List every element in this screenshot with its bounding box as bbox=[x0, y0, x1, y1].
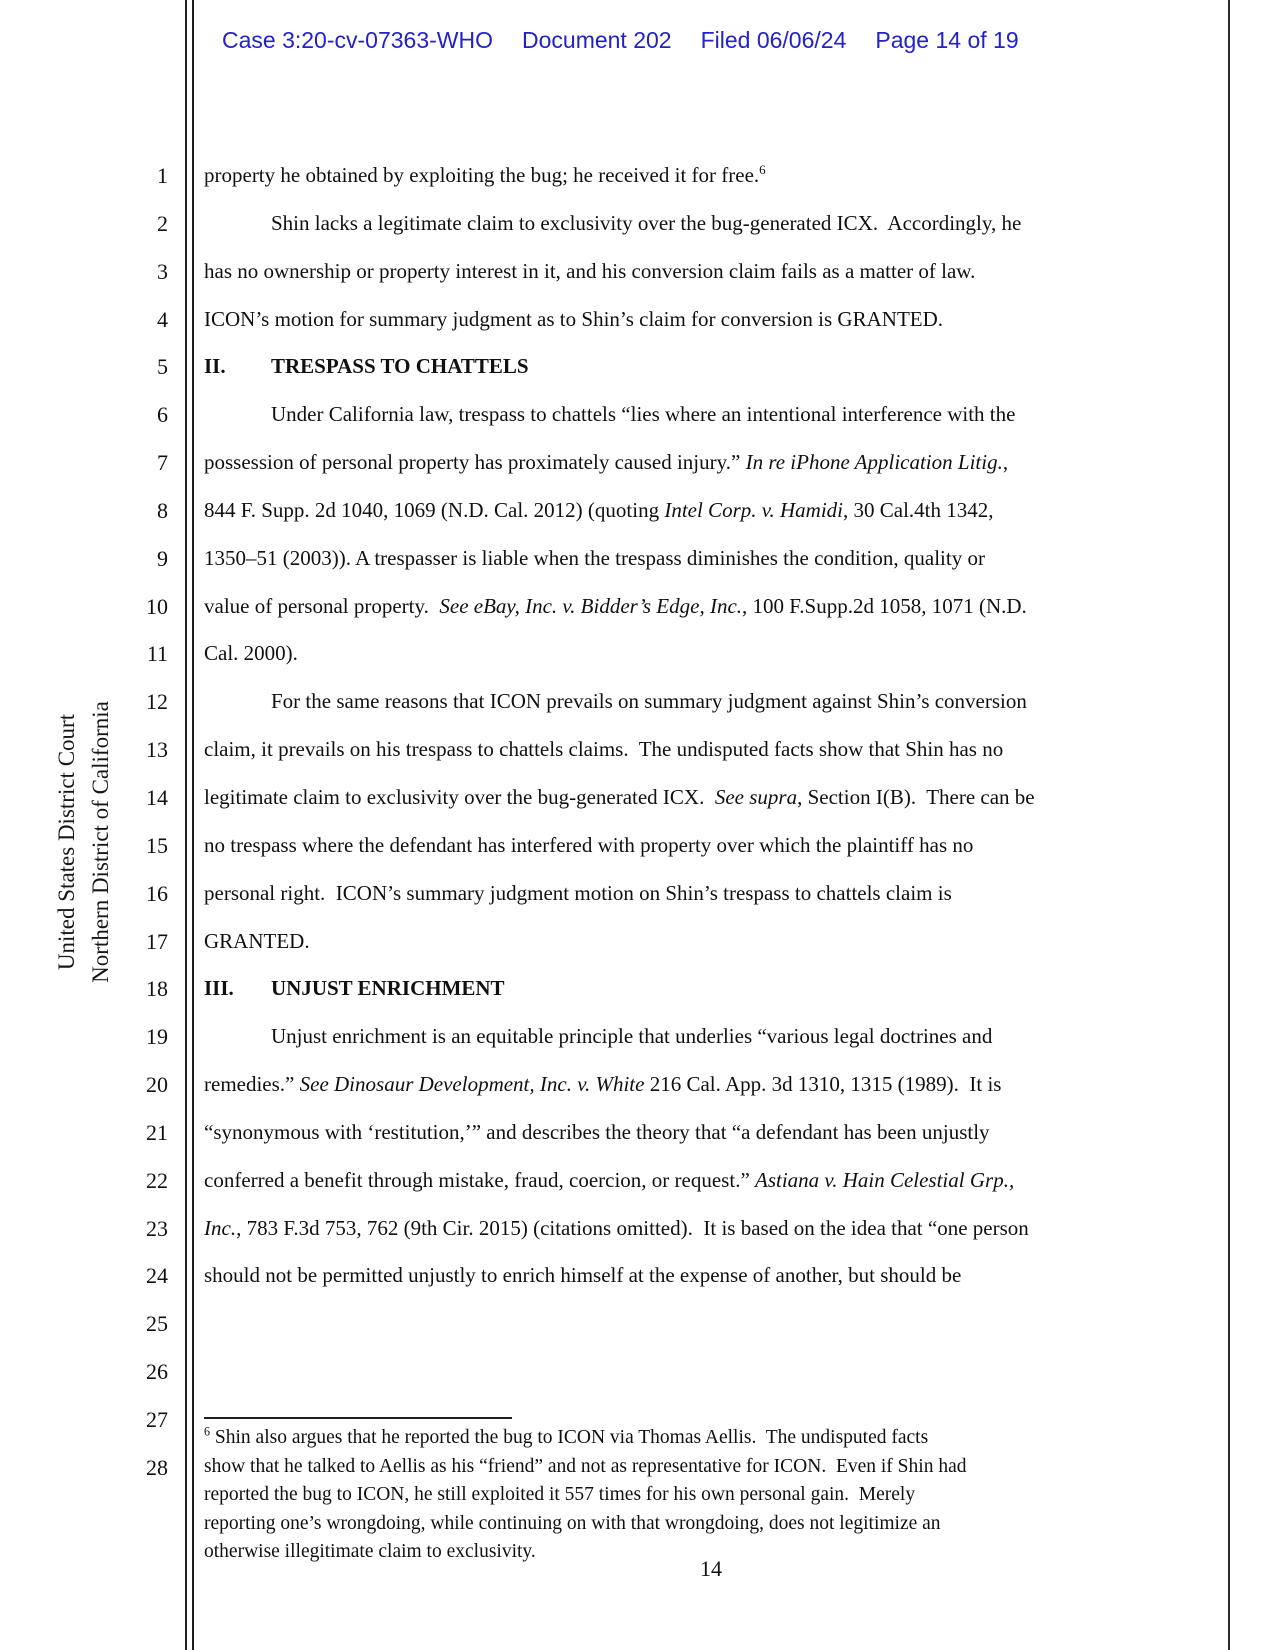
line-number: 20 bbox=[146, 1072, 168, 1098]
line-number: 9 bbox=[157, 545, 168, 571]
line-number: 21 bbox=[146, 1119, 168, 1145]
line-number: 13 bbox=[146, 737, 168, 763]
line-number: 1 bbox=[157, 163, 168, 188]
footnote-reference: 6 bbox=[204, 1424, 211, 1439]
text-run: , 30 Cal.4th 1342, bbox=[843, 497, 994, 522]
stamp-document-number: Document 202 bbox=[522, 27, 672, 53]
text-run: possession of personal property has proximately caused injury.” bbox=[204, 450, 746, 475]
text-run: For the same reasons that ICON prevails on summary judgment against Shin’s conversion bbox=[271, 689, 1027, 714]
footnote-reference: 6 bbox=[759, 162, 766, 177]
text-run: GRANTED. bbox=[204, 928, 310, 953]
line-number: 15 bbox=[146, 832, 168, 858]
body-line bbox=[204, 918, 1184, 966]
line-number: 14 bbox=[146, 784, 168, 810]
line-number: 19 bbox=[146, 1024, 168, 1050]
text-run: , Section I(B). There can be bbox=[797, 784, 1035, 809]
line-number: 7 bbox=[157, 450, 168, 476]
text-run: otherwise illegitimate claim to exclusivity. bbox=[204, 1541, 536, 1563]
text-run: 216 Cal. App. 3d 1310, 1315 (1989). It is bbox=[644, 1072, 1002, 1097]
text-run: Under California law, trespass to chattels “lies where an intentional interference with the bbox=[271, 402, 1016, 427]
body-line bbox=[204, 583, 1184, 631]
section-heading bbox=[204, 343, 1184, 391]
line-number: 12 bbox=[146, 689, 168, 715]
footnote-separator bbox=[204, 1417, 512, 1419]
footnote-line bbox=[204, 1453, 1162, 1482]
line-number: 24 bbox=[146, 1263, 168, 1289]
line-number: 18 bbox=[146, 976, 168, 1002]
stamp-case-number: Case 3:20-cv-07363-WHO bbox=[222, 27, 493, 53]
body-line bbox=[204, 1252, 1184, 1300]
section-heading bbox=[204, 965, 1184, 1013]
line-number: 10 bbox=[146, 593, 168, 619]
line-number: 26 bbox=[146, 1359, 168, 1385]
body-line bbox=[204, 1205, 1184, 1253]
citation-italic: Astiana v. Hain Celestial Grp., bbox=[755, 1167, 1015, 1192]
text-run: reported the bug to ICON, he still exploited it 557 times for his own personal gain. Merely bbox=[204, 1484, 916, 1506]
line-number: 28 bbox=[146, 1454, 168, 1480]
left-margin-double-rule bbox=[185, 0, 194, 1650]
text-run: remedies.” bbox=[204, 1072, 300, 1097]
citation-italic: Intel Corp. v. Hamidi bbox=[664, 497, 844, 522]
text-run: , 100 F.Supp.2d 1058, 1071 (N.D. bbox=[742, 593, 1027, 618]
body-line bbox=[204, 439, 1184, 487]
body-line bbox=[204, 1109, 1184, 1157]
citation-italic: See eBay, Inc. v. Bidder’s Edge, Inc. bbox=[439, 593, 743, 618]
body-lines bbox=[204, 152, 1184, 1492]
text-run: legitimate claim to exclusivity over the bug-generated ICX. bbox=[204, 784, 715, 809]
heading-title: TRESPASS TO CHATTELS bbox=[271, 354, 529, 379]
text-run: should not be permitted unjustly to enrich himself at the expense of another, but should be bbox=[204, 1263, 962, 1288]
line-number: 6 bbox=[157, 402, 168, 428]
text-run: value of personal property. bbox=[204, 593, 440, 618]
text-run: reporting one’s wrongdoing, while continuing on with that wrongdoing, does not legitimize an bbox=[204, 1512, 941, 1534]
body-line bbox=[204, 200, 1184, 248]
text-run: has no ownership or property interest in it, and his conversion claim fails as a matter of law. bbox=[204, 258, 976, 283]
text-run: no trespass where the defendant has interfered with property over which the plaintiff has no bbox=[204, 832, 974, 857]
body-line bbox=[204, 1061, 1184, 1109]
text-run: show that he talked to Aellis as his “friend” and not as representative for ICON. Even if Shin had bbox=[204, 1455, 967, 1477]
body-line bbox=[204, 1013, 1184, 1061]
line-number-column bbox=[0, 152, 168, 1492]
court-name-line2: Northern District of California bbox=[88, 701, 113, 983]
stamp-filed-date: Filed 06/06/24 bbox=[700, 27, 847, 53]
body-line bbox=[204, 535, 1184, 583]
ecf-stamp-header bbox=[222, 27, 1019, 54]
line-number: 25 bbox=[146, 1311, 168, 1337]
body-line bbox=[204, 1348, 1184, 1396]
text-run: Shin lacks a legitimate claim to exclusivity over the bug-generated ICX. Accordingly, he bbox=[271, 210, 1022, 235]
footnote-line bbox=[204, 1424, 1162, 1453]
body-line bbox=[204, 391, 1184, 439]
text-run: Unjust enrichment is an equitable principle that underlies “various legal doctrines and bbox=[271, 1024, 993, 1049]
body-line bbox=[204, 152, 1184, 200]
text-run: , 783 F.3d 753, 762 (9th Cir. 2015) (citations omitted). It is based on the idea that “one person bbox=[236, 1215, 1029, 1240]
text-run: claim, it prevails on his trespass to chattels claims. The undisputed facts show that Shin has no bbox=[204, 737, 1004, 762]
text-run: 844 F. Supp. 2d 1040, 1069 (N.D. Cal. 2012) (quoting bbox=[204, 497, 665, 522]
text-run: personal right. ICON’s summary judgment motion on Shin’s trespass to chattels claim is bbox=[204, 880, 952, 905]
line-number: 3 bbox=[157, 258, 168, 284]
line-number: 23 bbox=[146, 1215, 168, 1241]
body-line bbox=[204, 487, 1184, 535]
body-line bbox=[204, 630, 1184, 678]
text-run: Cal. 2000). bbox=[204, 641, 298, 666]
right-margin-rule bbox=[1228, 0, 1230, 1650]
heading-title: UNJUST ENRICHMENT bbox=[271, 976, 505, 1001]
footnote-line bbox=[204, 1481, 1162, 1510]
body-line bbox=[204, 774, 1184, 822]
line-number: 2 bbox=[157, 210, 168, 236]
body-line bbox=[204, 1300, 1184, 1348]
text-run: 1350–51 (2003)). A trespasser is liable when the trespass diminishes the condition, quality or bbox=[204, 545, 985, 570]
body-line bbox=[204, 870, 1184, 918]
body-line bbox=[204, 726, 1184, 774]
text-run: property he obtained by exploiting the bug; he received it for free. bbox=[204, 163, 760, 187]
text-run: “synonymous with ‘restitution,’” and describes the theory that “a defendant has been unjustly bbox=[204, 1119, 990, 1144]
citation-italic: Inc. bbox=[204, 1215, 237, 1240]
line-number: 27 bbox=[146, 1406, 168, 1432]
line-number: 5 bbox=[157, 354, 168, 380]
line-number: 8 bbox=[157, 497, 168, 523]
body-line bbox=[204, 678, 1184, 726]
stamp-page-of: Page 14 of 19 bbox=[875, 27, 1019, 53]
footnote-line bbox=[204, 1510, 1162, 1539]
line-number: 17 bbox=[146, 928, 168, 954]
body-line bbox=[204, 248, 1184, 296]
line-number: 22 bbox=[146, 1167, 168, 1193]
body-line bbox=[204, 296, 1184, 344]
citation-italic: See supra bbox=[714, 784, 798, 809]
heading-numeral: II. bbox=[204, 354, 226, 379]
text-run: ICON’s motion for summary judgment as to Shin’s claim for conversion is GRANTED. bbox=[204, 306, 944, 331]
footnote bbox=[204, 1424, 1162, 1567]
court-name-line1: United States District Court bbox=[54, 713, 79, 971]
text-run: conferred a benefit through mistake, fraud, coercion, or request.” bbox=[204, 1167, 756, 1192]
text-run: Shin also argues that he reported the bug to ICON via Thomas Aellis. The undisputed facts bbox=[210, 1427, 929, 1448]
body-line bbox=[204, 1157, 1184, 1205]
heading-numeral: III. bbox=[204, 976, 234, 1001]
line-number: 16 bbox=[146, 880, 168, 906]
text-run: , bbox=[1002, 450, 1009, 475]
citation-italic: In re iPhone Application Litig. bbox=[745, 450, 1003, 475]
line-number: 4 bbox=[157, 306, 168, 332]
page-number: 14 bbox=[700, 1556, 722, 1581]
line-number: 11 bbox=[146, 641, 168, 667]
body-line bbox=[204, 822, 1184, 870]
citation-italic: See Dinosaur Development, Inc. v. White bbox=[299, 1072, 645, 1097]
